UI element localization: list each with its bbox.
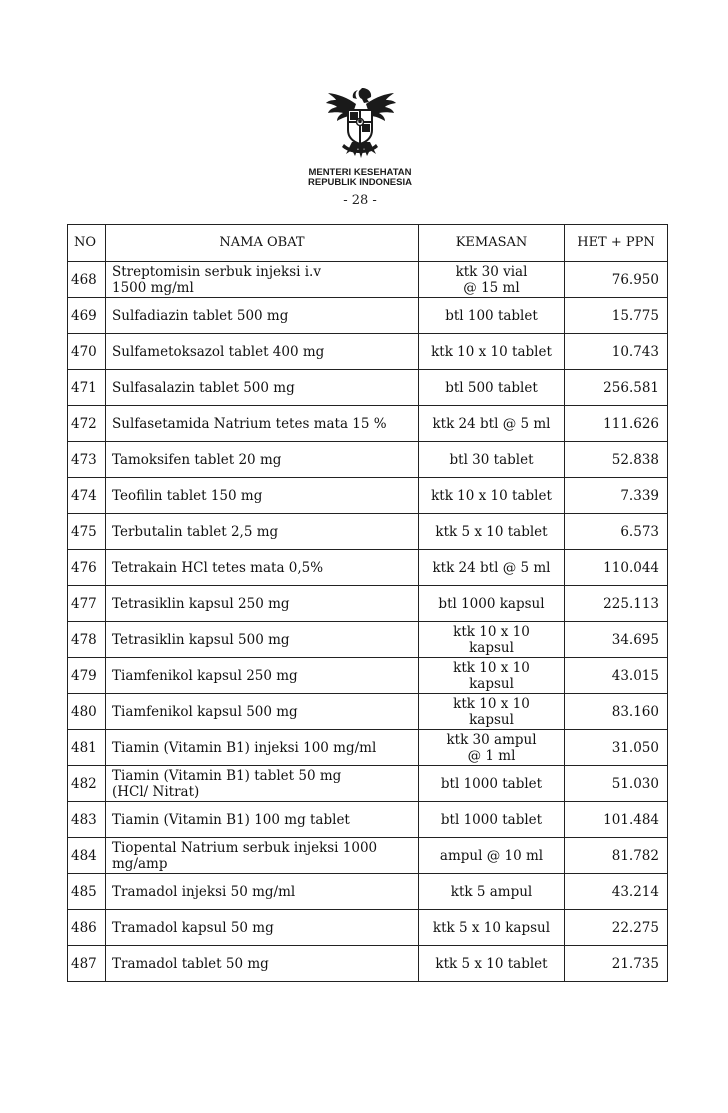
cell-drug-name: Tiamfenikol kapsul 500 mg: [106, 694, 419, 730]
column-header-no: NO: [68, 225, 106, 262]
cell-no: 486: [68, 910, 106, 946]
table-row: [68, 262, 668, 298]
cell-price: 7.339: [565, 478, 668, 514]
cell-no: 487: [68, 946, 106, 982]
ministry-line-1: MENTERI KESEHATAN: [308, 167, 412, 178]
cell-drug-name: Tetrasiklin kapsul 250 mg: [106, 586, 419, 622]
cell-drug-name: Terbutalin tablet 2,5 mg: [106, 514, 419, 550]
cell-no: 468: [68, 262, 106, 298]
cell-no: 479: [68, 658, 106, 694]
cell-price: 51.030: [565, 766, 668, 802]
cell-drug-name: Tramadol kapsul 50 mg: [106, 910, 419, 946]
cell-packaging: ktk 10 x 10 tablet: [419, 334, 565, 370]
ministry-line-2: REPUBLIK INDONESIA: [308, 177, 412, 188]
table-row: [68, 838, 668, 874]
drug-price-table: [67, 224, 668, 982]
cell-packaging: ktk 30 ampul @ 1 ml: [419, 730, 565, 766]
cell-no: 485: [68, 874, 106, 910]
cell-price: 225.113: [565, 586, 668, 622]
cell-packaging: btl 500 tablet: [419, 370, 565, 406]
cell-price: 21.735: [565, 946, 668, 982]
table-row: [68, 442, 668, 478]
table-row: [68, 730, 668, 766]
cell-no: 469: [68, 298, 106, 334]
cell-price: 256.581: [565, 370, 668, 406]
cell-price: 76.950: [565, 262, 668, 298]
cell-price: 15.775: [565, 298, 668, 334]
cell-price: 111.626: [565, 406, 668, 442]
cell-packaging: ktk 10 x 10 kapsul: [419, 694, 565, 730]
table-row: [68, 622, 668, 658]
cell-price: 110.044: [565, 550, 668, 586]
cell-price: 34.695: [565, 622, 668, 658]
cell-no: 480: [68, 694, 106, 730]
cell-drug-name: Tetrakain HCl tetes mata 0,5%: [106, 550, 419, 586]
cell-price: 10.743: [565, 334, 668, 370]
cell-packaging: ktk 10 x 10 kapsul: [419, 658, 565, 694]
cell-drug-name: Tramadol tablet 50 mg: [106, 946, 419, 982]
cell-packaging: ktk 10 x 10 kapsul: [419, 622, 565, 658]
cell-drug-name: Sulfasetamida Natrium tetes mata 15 %: [106, 406, 419, 442]
table-row: [68, 370, 668, 406]
cell-no: 483: [68, 802, 106, 838]
cell-price: 101.484: [565, 802, 668, 838]
table-row: [68, 550, 668, 586]
cell-packaging: btl 1000 tablet: [419, 802, 565, 838]
cell-no: 476: [68, 550, 106, 586]
cell-drug-name: Streptomisin serbuk injeksi i.v 1500 mg/ml: [106, 262, 419, 298]
cell-no: 473: [68, 442, 106, 478]
cell-price: 52.838: [565, 442, 668, 478]
table-row: [68, 514, 668, 550]
cell-price: 22.275: [565, 910, 668, 946]
cell-drug-name: Teofilin tablet 150 mg: [106, 478, 419, 514]
cell-price: 81.782: [565, 838, 668, 874]
cell-no: 471: [68, 370, 106, 406]
cell-packaging: btl 1000 kapsul: [419, 586, 565, 622]
cell-packaging: ktk 24 btl @ 5 ml: [419, 550, 565, 586]
cell-price: 6.573: [565, 514, 668, 550]
cell-no: 484: [68, 838, 106, 874]
table-row: [68, 298, 668, 334]
cell-packaging: ktk 5 x 10 kapsul: [419, 910, 565, 946]
table-row: [68, 874, 668, 910]
cell-no: 477: [68, 586, 106, 622]
cell-packaging: ampul @ 10 ml: [419, 838, 565, 874]
cell-drug-name: Sulfadiazin tablet 500 mg: [106, 298, 419, 334]
table-row: [68, 910, 668, 946]
cell-no: 482: [68, 766, 106, 802]
table-row: [68, 802, 668, 838]
cell-drug-name: Tiopental Natrium serbuk injeksi 1000 mg/amp: [106, 838, 419, 874]
cell-no: 478: [68, 622, 106, 658]
table-row: [68, 334, 668, 370]
cell-price: 43.214: [565, 874, 668, 910]
cell-no: 470: [68, 334, 106, 370]
cell-price: 31.050: [565, 730, 668, 766]
cell-price: 83.160: [565, 694, 668, 730]
cell-packaging: ktk 5 ampul: [419, 874, 565, 910]
cell-no: 481: [68, 730, 106, 766]
column-header-packaging: KEMASAN: [419, 225, 565, 262]
cell-packaging: ktk 5 x 10 tablet: [419, 946, 565, 982]
cell-drug-name: Tetrasiklin kapsul 500 mg: [106, 622, 419, 658]
table-row: [68, 766, 668, 802]
cell-drug-name: Tiamin (Vitamin B1) injeksi 100 mg/ml: [106, 730, 419, 766]
column-header-price: HET + PPN: [565, 225, 668, 262]
table-row: [68, 586, 668, 622]
cell-drug-name: Sulfametoksazol tablet 400 mg: [106, 334, 419, 370]
cell-packaging: ktk 30 vial @ 15 ml: [419, 262, 565, 298]
column-header-drug-name: NAMA OBAT: [106, 225, 419, 262]
cell-no: 474: [68, 478, 106, 514]
cell-packaging: ktk 24 btl @ 5 ml: [419, 406, 565, 442]
cell-no: 475: [68, 514, 106, 550]
cell-drug-name: Sulfasalazin tablet 500 mg: [106, 370, 419, 406]
table-header-row: [68, 225, 668, 262]
table-body: [68, 262, 668, 982]
table-row: [68, 946, 668, 982]
table-row: [68, 478, 668, 514]
cell-drug-name: Tramadol injeksi 50 mg/ml: [106, 874, 419, 910]
page-number: - 28 -: [343, 193, 377, 208]
cell-drug-name: Tamoksifen tablet 20 mg: [106, 442, 419, 478]
cell-packaging: ktk 5 x 10 tablet: [419, 514, 565, 550]
cell-packaging: btl 1000 tablet: [419, 766, 565, 802]
table-row: [68, 406, 668, 442]
table-row: [68, 658, 668, 694]
cell-no: 472: [68, 406, 106, 442]
cell-drug-name: Tiamfenikol kapsul 250 mg: [106, 658, 419, 694]
ministry-seal-text: [296, 168, 424, 188]
cell-packaging: btl 100 tablet: [419, 298, 565, 334]
table-row: [68, 694, 668, 730]
cell-price: 43.015: [565, 658, 668, 694]
cell-drug-name: Tiamin (Vitamin B1) tablet 50 mg (HCl/ Nitrat): [106, 766, 419, 802]
cell-packaging: btl 30 tablet: [419, 442, 565, 478]
cell-packaging: ktk 10 x 10 tablet: [419, 478, 565, 514]
garuda-emblem-icon: [322, 86, 398, 162]
cell-drug-name: Tiamin (Vitamin B1) 100 mg tablet: [106, 802, 419, 838]
